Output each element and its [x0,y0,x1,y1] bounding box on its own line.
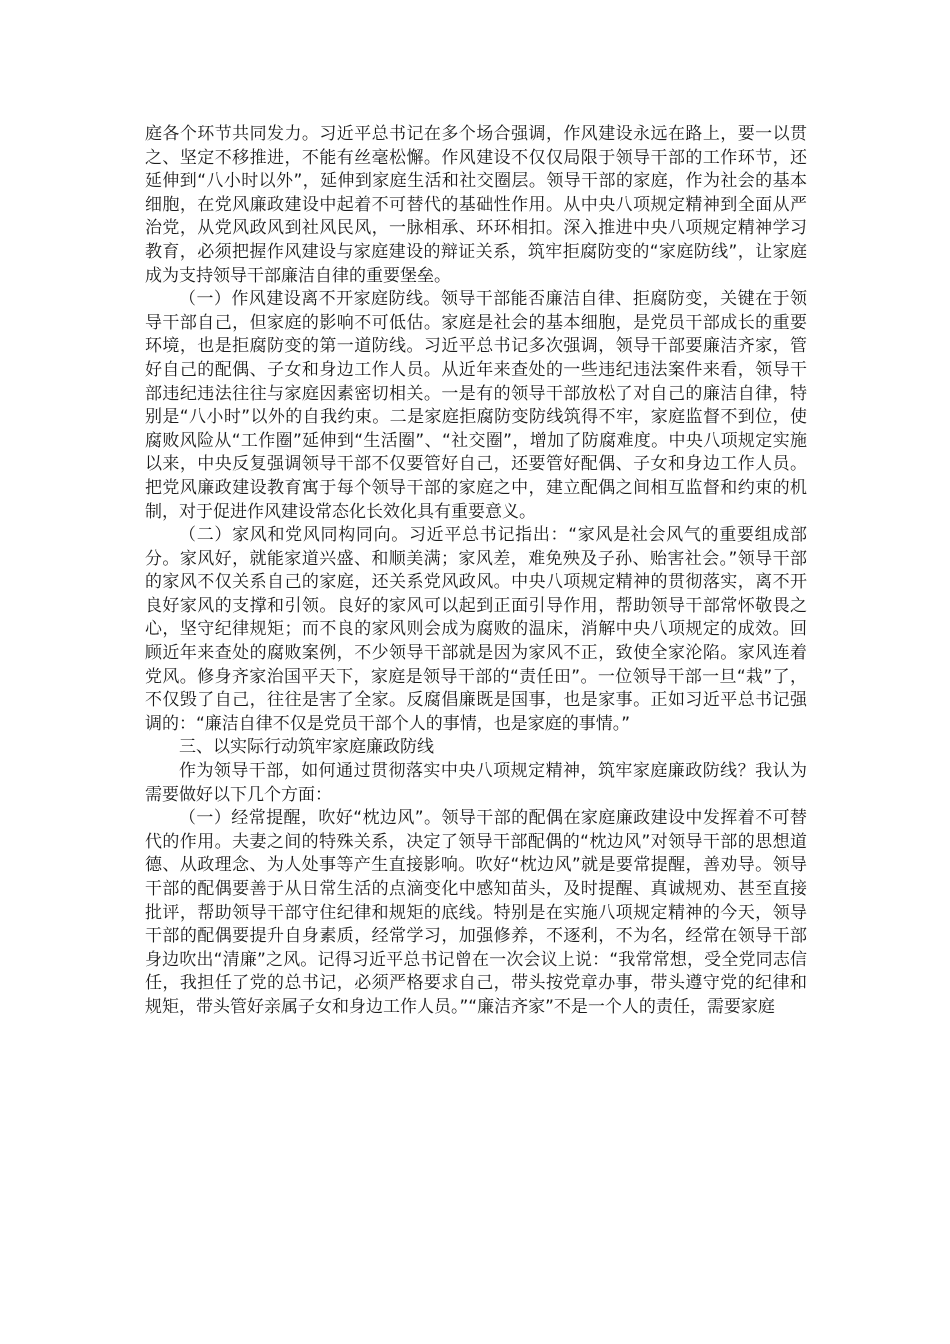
section-heading-3: 三、以实际行动筑牢家庭廉政防线 [179,737,434,758]
paragraph-section-2: （二）家风和党风同构同向。习近平总书记指出：“家风是社会风气的重要组成部分。家风好，就能家道兴盛、和顺美满；家风差，难免殃及子孙、贻害社会。”领导干部的家风不仅关系自己的家庭，还关系党风政风。中央八项规定精神的贯彻落实，离不开良好家风的支撑和引领。良好的家风可以起到正面引导作用，帮助领导干部常怀敬畏之心，坚守纪律规矩；而不良的家风则会成为腐败的温床，消解中央八项规定的成效。回顾近年来查处的腐败案例，不少领导干部就是因为家风不正，致使全家沦陷。家风连着党风。修身齐家治国平天下，家庭是领导干部的“责任田”。一位领导干部一旦“栽”了，不仅毁了自己，往往是害了全家。反腐倡廉既是国事，也是家事。正如习近平总书记强调的：“廉洁自律不仅是党员干部个人的事情，也是家庭的事情。” [145,525,807,734]
point-1-label: （一）经常提醒，吹好“枕边风”。 [179,808,442,829]
document-body [145,123,807,1020]
paragraph-section-1: （一）作风建设离不开家庭防线。领导干部能否廉洁自律、拒腐防变，关键在于领导干部自己，但家庭的影响不可低估。家庭是社会的基本细胞，是党员干部成长的重要环境，也是拒腐防变的第一道防线。习近平总书记多次强调，领导干部要廉洁齐家，管好自己的配偶、子女和身边工作人员。从近年来查处的一些违纪违法案件来看，领导干部违纪违法往往与家庭因素密切相关。一是有的领导干部放松了对自己的廉洁自律，特别是“八小时”以外的自我约束。二是家庭拒腐防变防线筑得不牢，家庭监督不到位，使腐败风险从“工作圈”延伸到“生活圈”、“社交圈”，增加了防腐难度。中央八项规定实施以来，中央反复强调领导干部不仅要管好自己，还要管好配偶、子女和身边工作人员。把党风廉政建设教育寓于每个领导干部的家庭之中，建立配偶之间相互监督和约束的机制，对于促进作风建设常态化长效化具有重要意义。 [145,289,807,522]
paragraph-point-1 [145,807,807,1019]
paragraph-intro: 作为领导干部，如何通过贯彻落实中央八项规定精神，筑牢家庭廉政防线？我认为需要做好以下几个方面： [145,761,807,805]
paragraph-continuation: 庭各个环节共同发力。习近平总书记在多个场合强调，作风建设永远在路上，要一以贯之、坚定不移推进，不能有丝毫松懈。作风建设不仅仅局限于领导干部的工作环节，还延伸到“八小时以外”，延伸到家庭生活和社交圈层。领导干部的家庭，作为社会的基本细胞，在党风廉政建设中起着不可替代的基础性作用。从中央八项规定精神到全面从严治党，从党风政风到社风民风，一脉相承、环环相扣。深入推进中央八项规定精神学习教育，必须把握作风建设与家庭建设的辩证关系，筑牢拒腐防变的“家庭防线”，让家庭成为支持领导干部廉洁自律的重要堡垒。 [145,124,807,286]
point-1-body: 领导干部的配偶在家庭廉政建设中发挥着不可替代的作用。夫妻之间的特殊关系，决定了领导干部配偶的“枕边风”对领导干部的思想道德、从政理念、为人处事等产生直接影响。吹好“枕边风”就是要常提醒，善劝导。领导干部的配偶要善于从日常生活的点滴变化中感知苗头，及时提醒、真诚规劝、甚至直接批评，帮助领导干部守住纪律和规矩的底线。特别是在实施八项规定精神的今天，领导干部的配偶要提升自身素质，经常学习，加强修养，不逐利，不为名，经常在领导干部身边吹出“清廉”之风。记得习近平总书记曾在一次会议上说：“我常常想，受全党同志信任，我担任了党的总书记，必须严格要求自己，带头按党章办事，带头遵守党的纪律和规矩，带头管好亲属子女和身边工作人员。”“廉洁齐家”不是一个人的责任，需要家庭 [145,808,807,1017]
